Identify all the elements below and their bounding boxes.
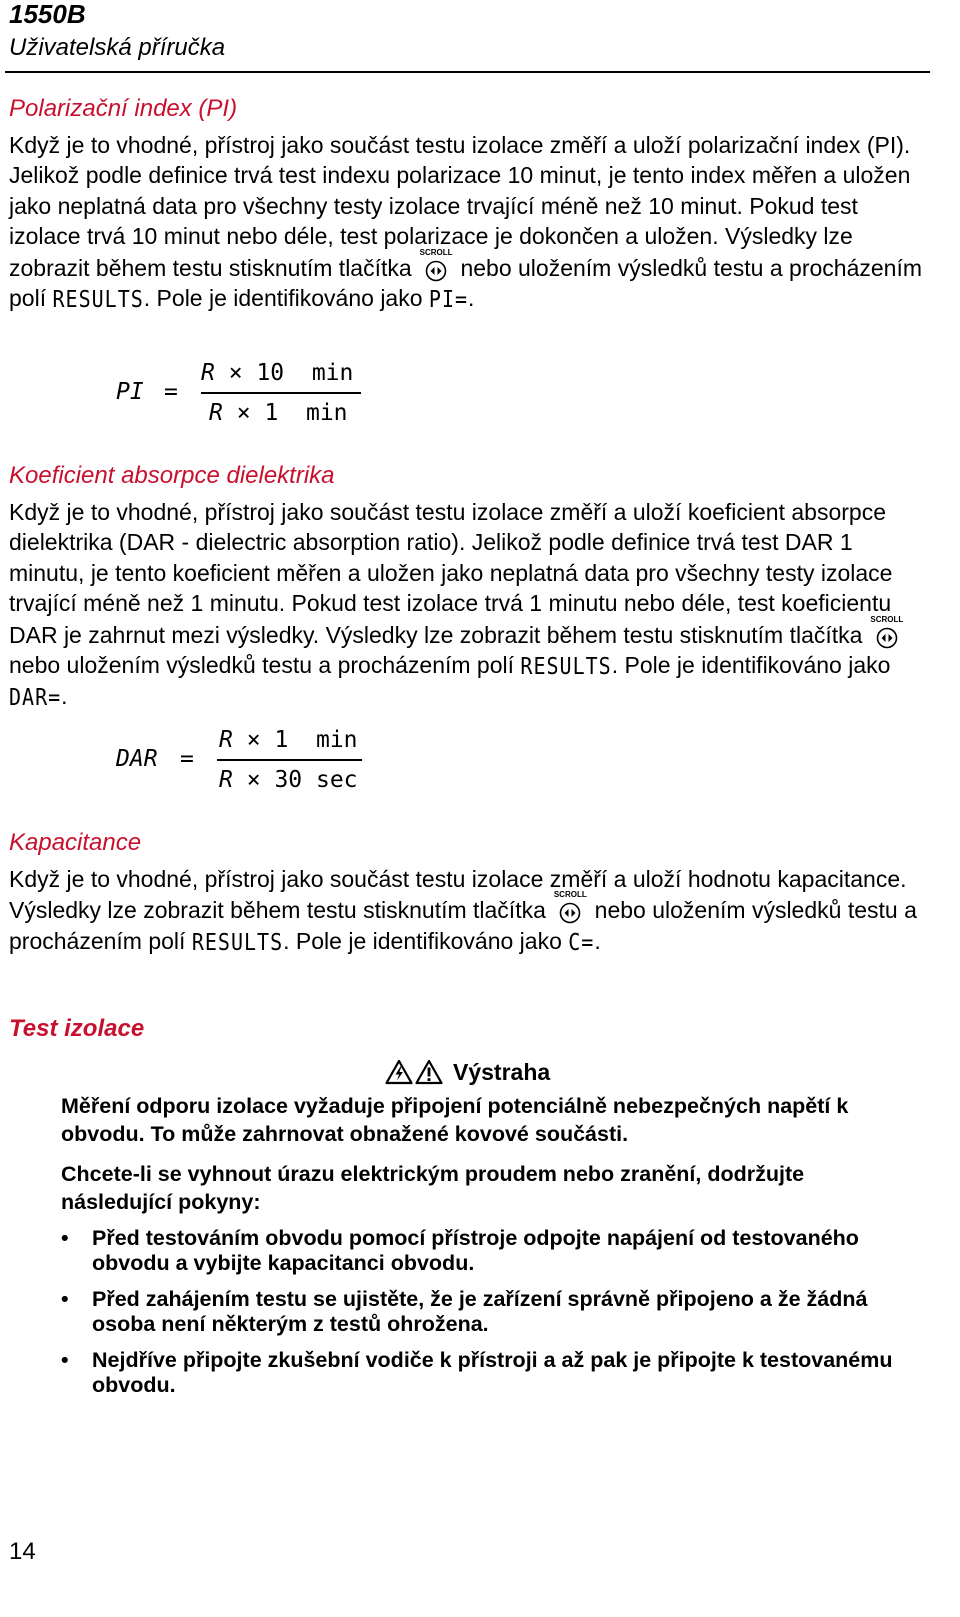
scroll-button-icon: SCROLL (418, 252, 454, 282)
section-title-insulation-test: Test izolace (9, 1015, 145, 1042)
lcd-results-label: RESULTS (520, 652, 612, 680)
lcd-dar-label: DAR= (9, 683, 62, 712)
section-title-pi: Polarizační index (PI) (9, 95, 238, 122)
lcd-capacitance-label: C= (568, 927, 595, 956)
model-name: 1550B (9, 0, 86, 29)
bullet-dot: • (61, 1348, 69, 1372)
fraction-bar (201, 392, 361, 394)
dar-paragraph: Když je to vhodné, přístroj jako součást testu izolace změří a uloží koeficient absorpce dielektrika (DAR - dielectric absorption ratio). Jelikož podle definice trvá test DAR 1 minutu, je tento koeficient měřen a uložen jako neplatná data pro všechny testy izolace trvající méně než 1 minutu. Pokud test izolace trvá 1 minutu nebo déle, test koeficientu DAR je zahrnut mezi výsledky. Výsledky lze zobrazit během testu stisknutím tlačítka SCROLL nebo uložením výsledků testu a procházením polí RESULTS. Pole je identifikováno jako DAR=. (9, 497, 929, 713)
section-title-dar: Koeficient absorpce dielektrika (9, 462, 335, 489)
lcd-results-label: RESULTS (52, 285, 144, 313)
hazardous-voltage-icon (385, 1059, 413, 1085)
pi-paragraph: Když je to vhodné, přístroj jako součást testu izolace změří a uloží polarizační index (PI). Jelikož podle definice trvá test indexu polarizace 10 minut, je tento index měřen a uložen jako neplatná data pro všechny testy izolace trvající méně než 10 minut. Pokud test izolace trvá 10 minut nebo déle, test polarizace je dokončen a uložen. Výsledky lze zobrazit během testu stisknutím tlačítka SCROLL nebo uložením výsledků testu a procházením polí RESULTS. Pole je identifikováno jako PI=. (9, 130, 929, 314)
warning-text-1: Měření odporu izolace vyžaduje připojení potenciálně nebezpečných napětí k obvodu. To může zahrnovat obnažené kovové součásti. (61, 1094, 849, 1146)
warning-bullet: • Nejdříve připojte zkušební vodiče k přístroji a až pak je připojte k testovanému obvodu. (61, 1348, 893, 1397)
manual-subtitle: Uživatelská příručka (9, 34, 226, 61)
section-title-capacitance: Kapacitance (9, 829, 142, 856)
warning-triangle-icon (415, 1059, 443, 1085)
capacitance-paragraph: Když je to vhodné, přístroj jako součást testu izolace změří a uloží hodnotu kapacitance. Výsledky lze zobrazit během testu stisknutím tlačítka SCROLL nebo uložením výsledků testu a procházením polí RESULTS. Pole je identifikováno jako C=. (9, 864, 929, 957)
pi-formula: PI = R × 10 min R × 1 min (0, 355, 960, 435)
fraction-bar (217, 759, 362, 761)
dar-formula: DAR = R × 1 min R × 30 sec (0, 722, 960, 802)
warning-title: Výstraha (453, 1059, 551, 1085)
scroll-button-icon: SCROLL (552, 894, 588, 924)
warning-text-2: Chcete-li se vyhnout úrazu elektrickým proudem nebo zranění, dodržujte následující pokyny: (61, 1162, 805, 1214)
header-rule (5, 71, 930, 73)
warning-heading (385, 1058, 550, 1086)
scroll-button-icon: SCROLL (869, 619, 905, 649)
bullet-dot: • (61, 1226, 69, 1250)
lcd-pi-label: PI= (428, 285, 469, 313)
warning-bullet: • Před testováním obvodu pomocí přístroje odpojte napájení od testovaného obvodu a vybijte kapacitanci obvodu. (61, 1226, 859, 1275)
bullet-dot: • (61, 1287, 69, 1311)
page-number: 14 (9, 1538, 36, 1565)
lcd-results-label: RESULTS (191, 927, 284, 956)
warning-bullet: • Před zahájením testu se ujistěte, že je zařízení správně připojeno a že žádná osoba není některým z testů ohrožena. (61, 1287, 868, 1336)
